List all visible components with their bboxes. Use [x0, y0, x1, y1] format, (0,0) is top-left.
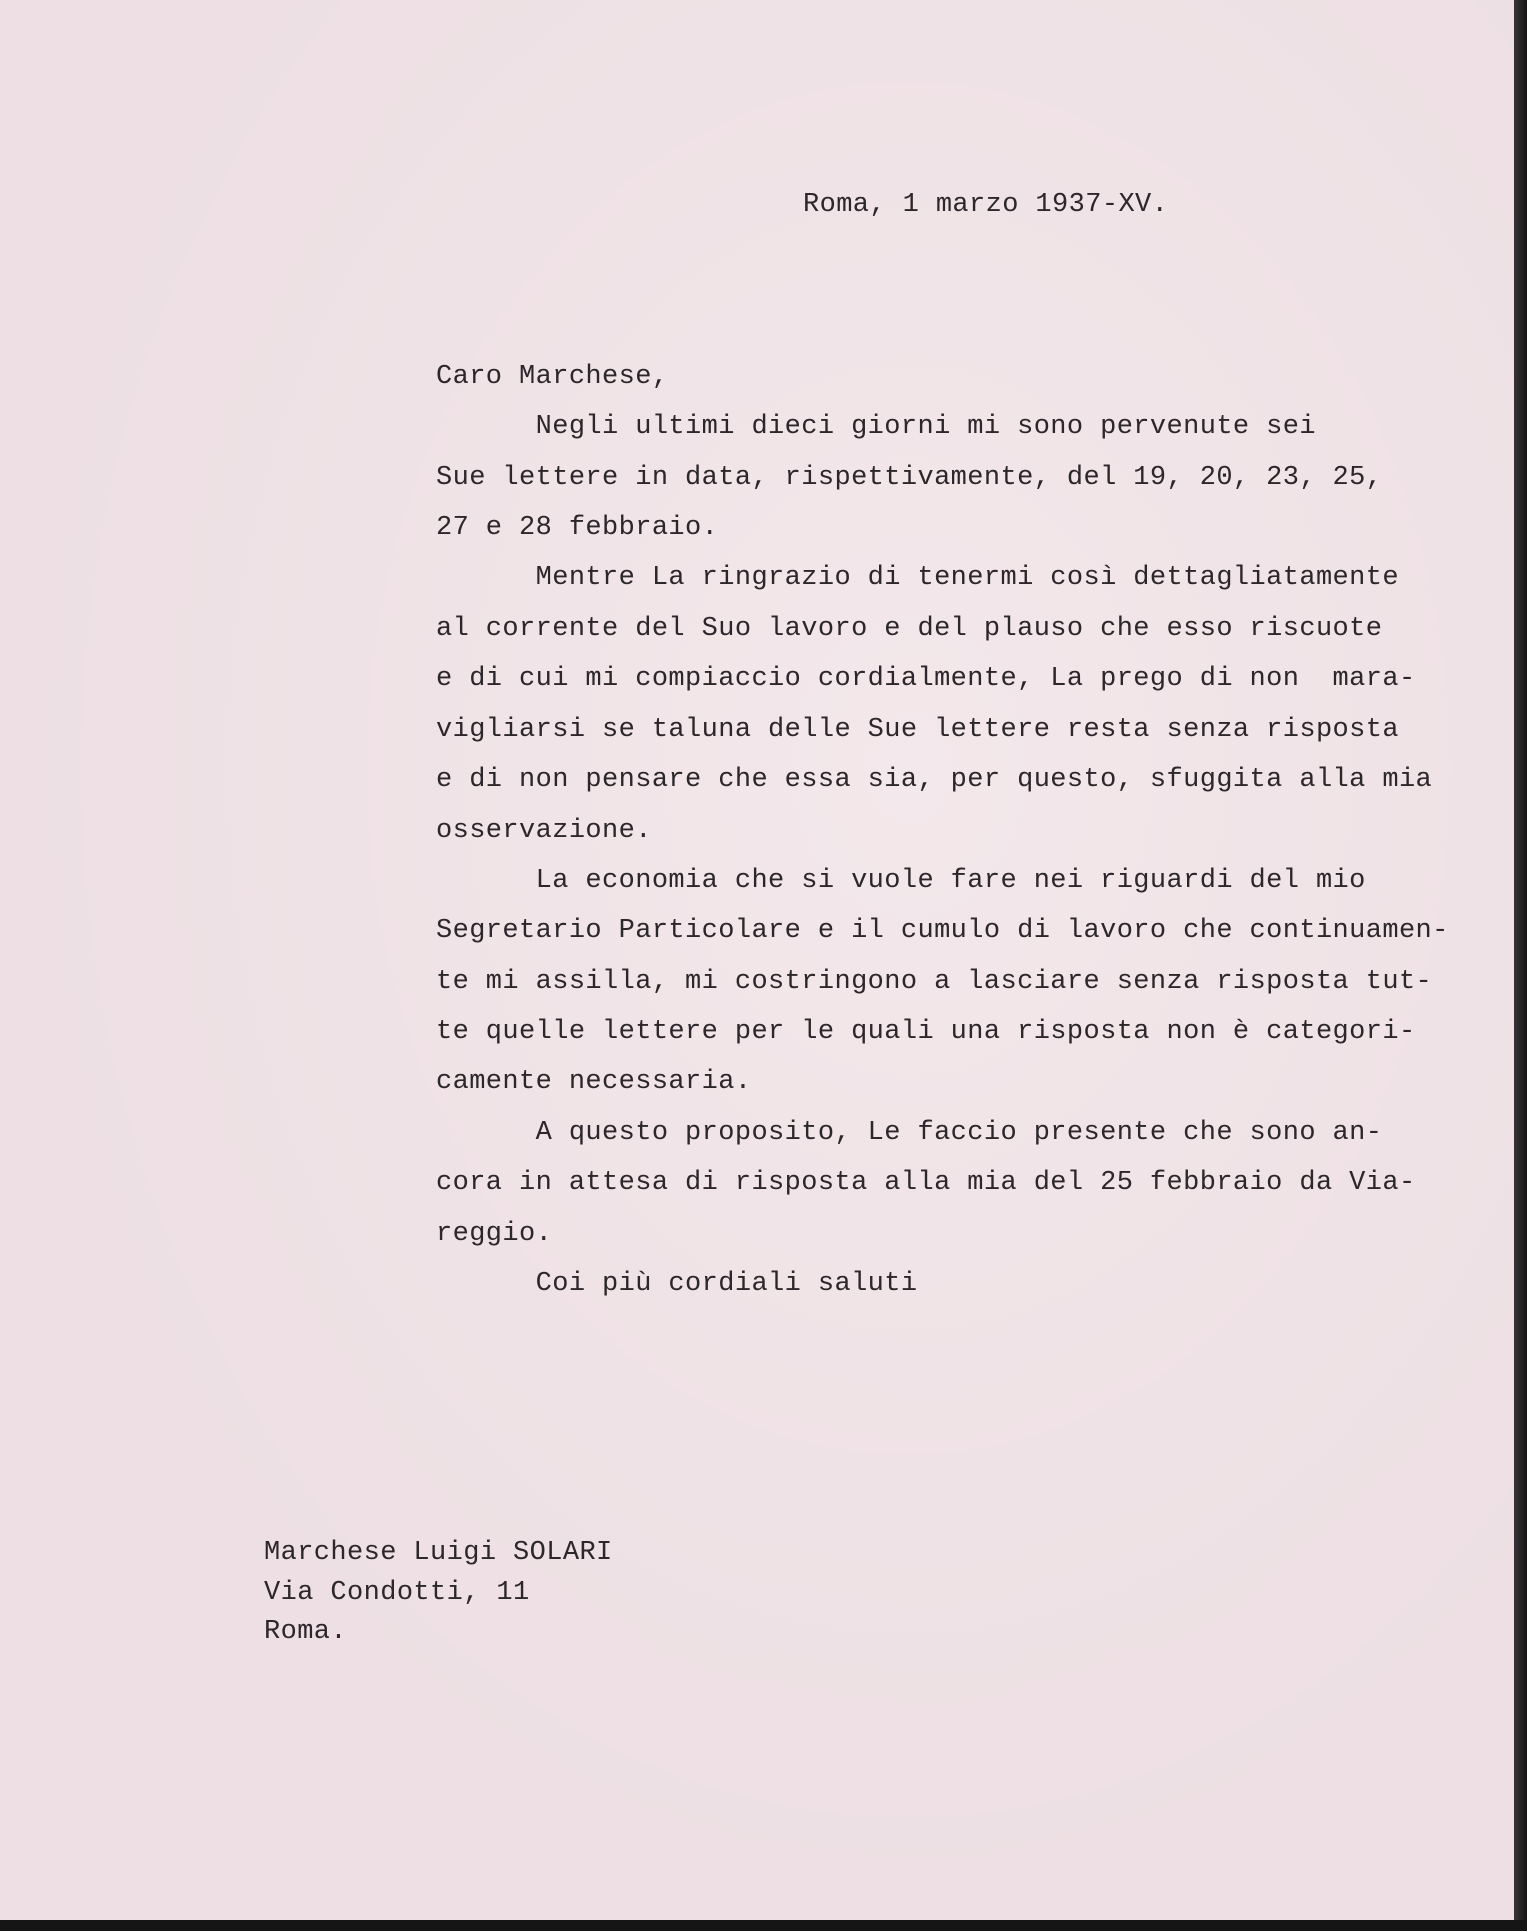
body-line: e di non pensare che essa sia, per questo, sfuggita alla mia	[436, 765, 1433, 795]
body-line: e di cui mi compiaccio cordialmente, La prego di non mara-	[436, 664, 1416, 694]
body-line: osservazione.	[436, 816, 652, 846]
body-line: Negli ultimi dieci giorni mi sono pervenute sei	[436, 412, 1316, 442]
body-line: Segretario Particolare e il cumulo di lavoro che continuamen-	[436, 916, 1449, 946]
body-line: al corrente del Suo lavoro e del plauso che esso riscuote	[436, 614, 1383, 644]
body-line: te mi assilla, mi costringono a lasciare senza risposta tut-	[436, 967, 1433, 997]
recipient-name: Marchese Luigi SOLARI	[264, 1538, 613, 1568]
recipient-city: Roma.	[264, 1617, 348, 1647]
scan-border-right	[1514, 0, 1527, 1931]
body-line: reggio.	[436, 1219, 553, 1249]
body-line: Mentre La ringrazio di tenermi così dettagliatamente	[436, 563, 1399, 593]
scan-border-bottom	[0, 1920, 1527, 1931]
body-line: 27 e 28 febbraio.	[436, 513, 719, 543]
body-line: te quelle lettere per le quali una risposta non è categori-	[436, 1017, 1416, 1047]
body-line: vigliarsi se taluna delle Sue lettere resta senza risposta	[436, 715, 1399, 745]
body-line: Sue lettere in data, rispettivamente, del 19, 20, 23, 25,	[436, 463, 1383, 493]
body-line: camente necessaria.	[436, 1067, 752, 1097]
letter-salutation: Caro Marchese,	[436, 362, 669, 392]
body-line: cora in attesa di risposta alla mia del 25 febbraio da Via-	[436, 1168, 1416, 1198]
body-line: A questo proposito, Le faccio presente che sono an-	[436, 1118, 1383, 1148]
body-line: La economia che si vuole fare nei riguardi del mio	[436, 866, 1366, 896]
letter-date: Roma, 1 marzo 1937-XV.	[803, 190, 1169, 220]
recipient-street: Via Condotti, 11	[264, 1578, 530, 1608]
body-line: Coi più cordiali saluti	[436, 1269, 918, 1299]
